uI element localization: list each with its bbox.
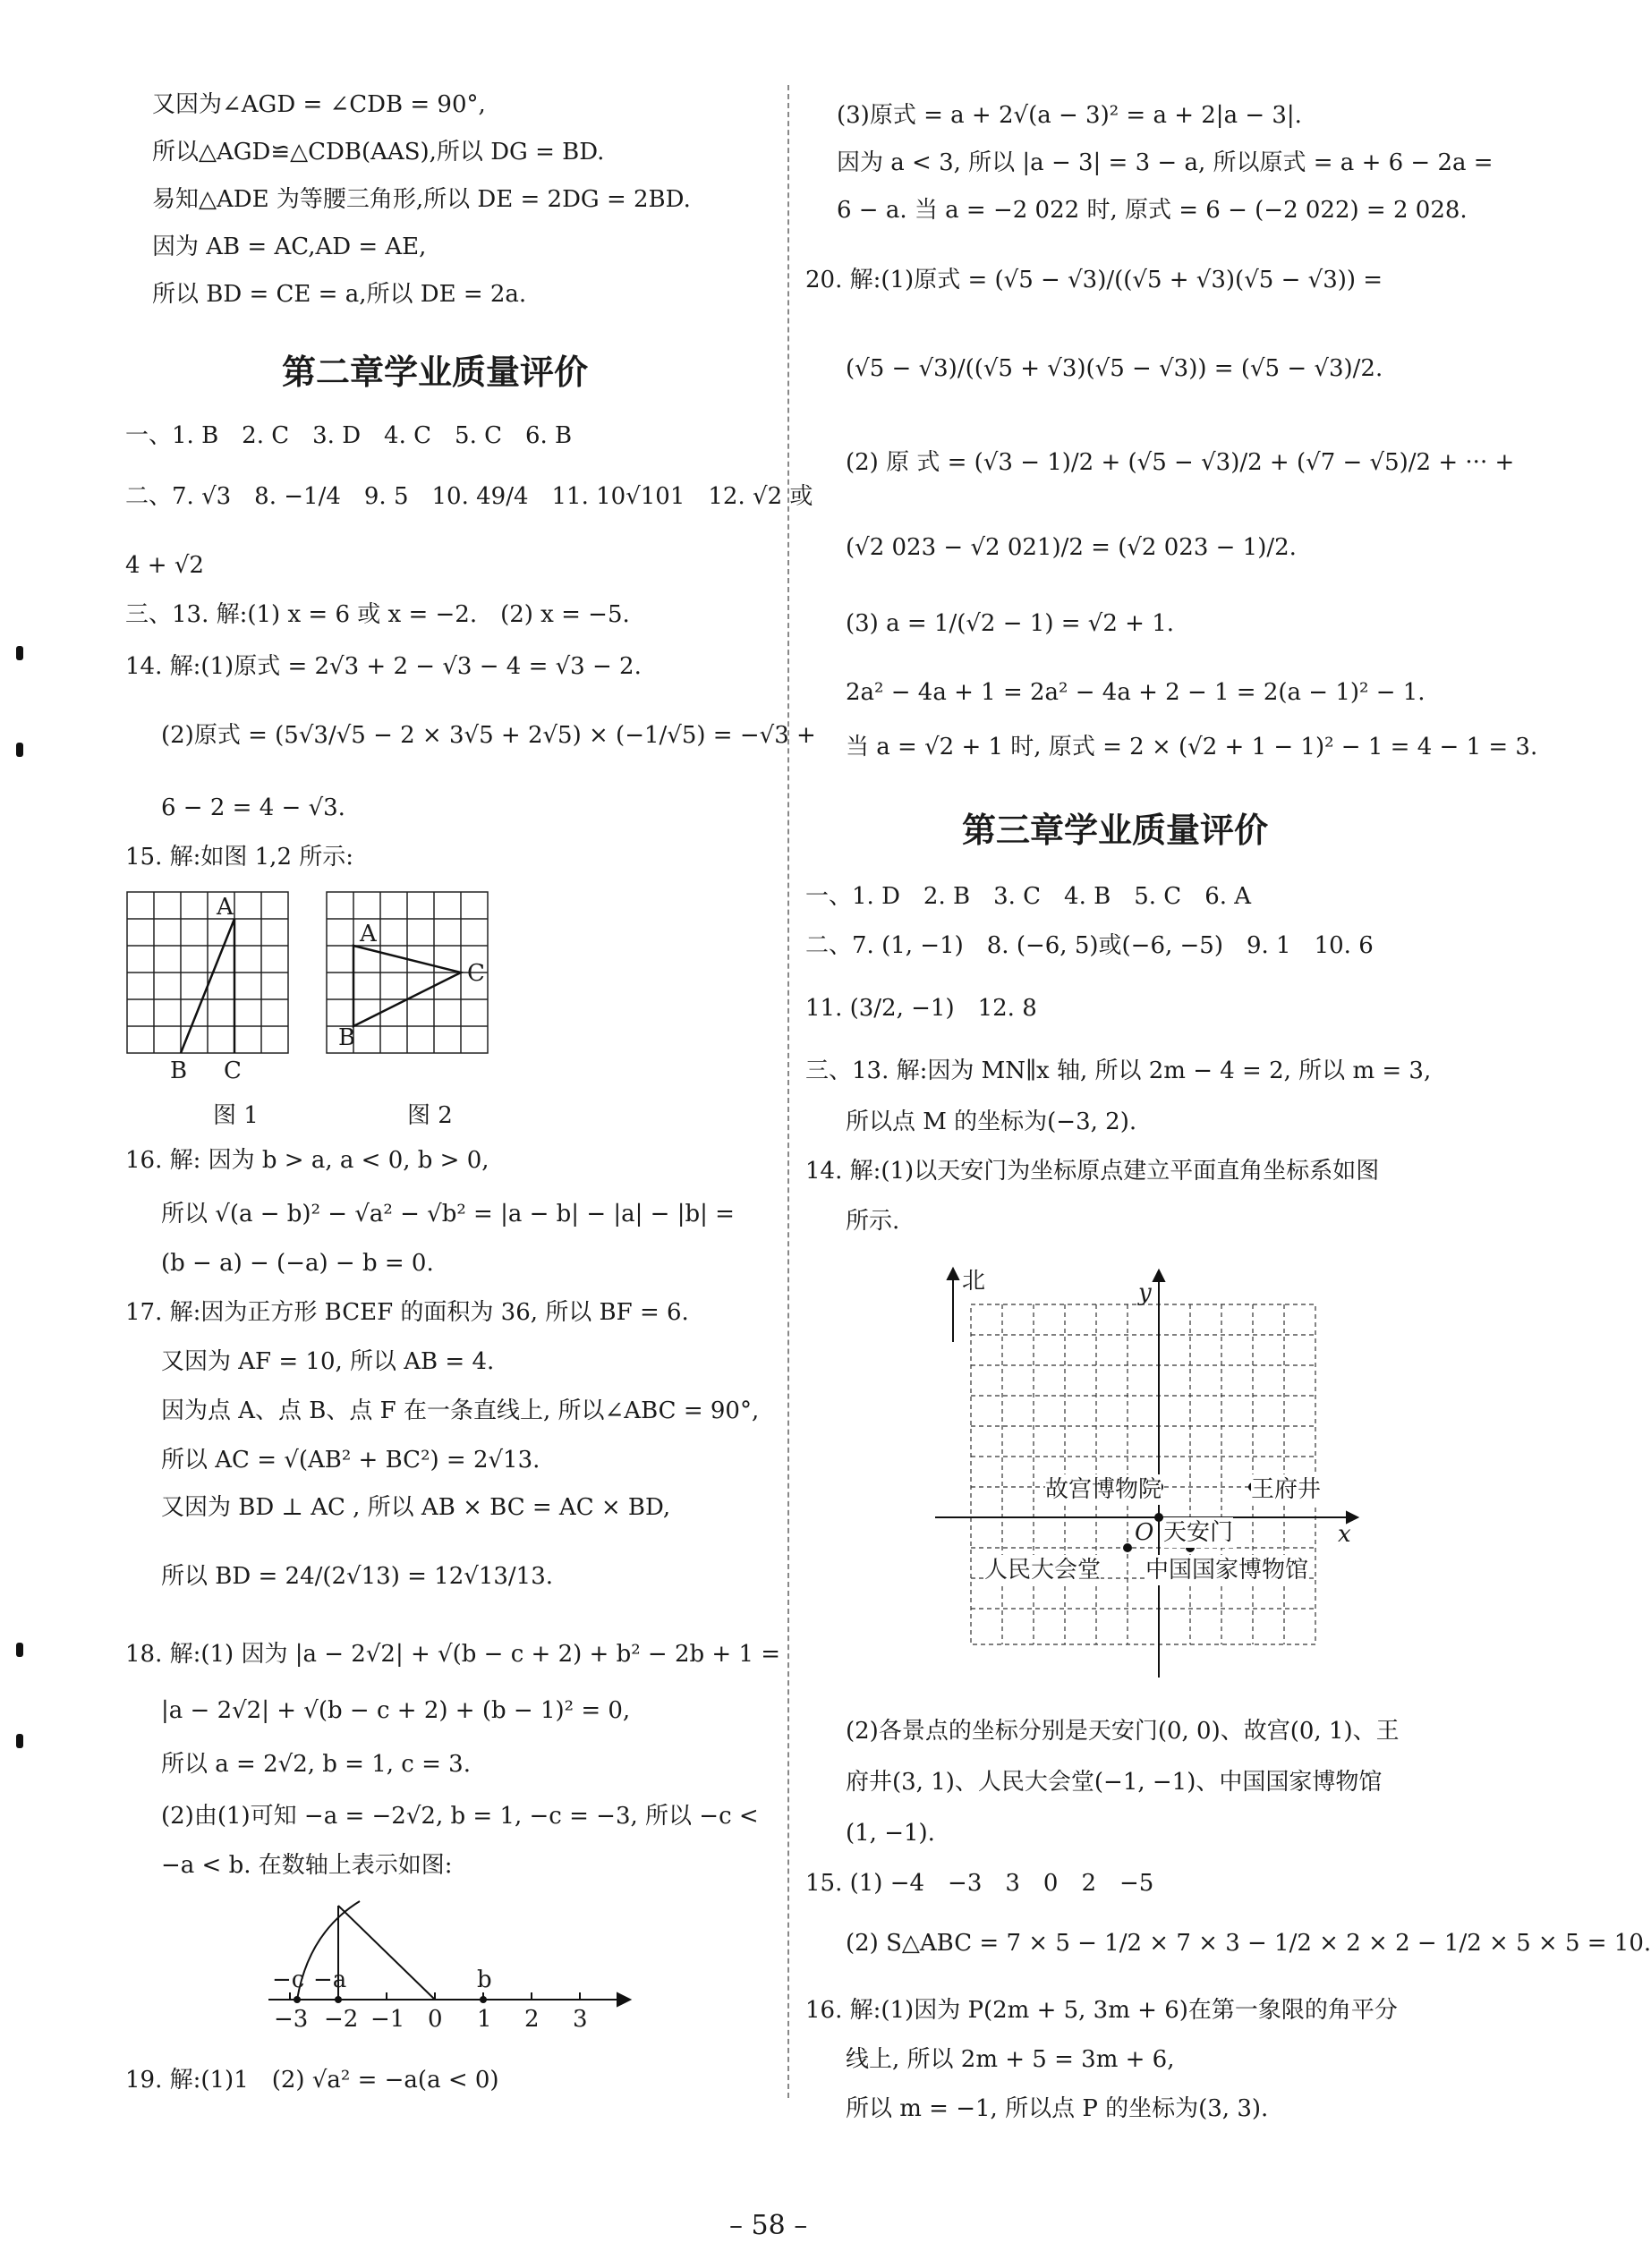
origin-label: O <box>1135 1519 1154 1546</box>
figure-caption: 图 1 <box>213 1102 259 1129</box>
section-title: 第二章学业质量评价 <box>282 353 589 392</box>
solution-line: (b − a) − (−a) − b = 0. <box>161 1250 434 1277</box>
point-label-c: C <box>467 960 485 987</box>
solution-line: 16. 解: 因为 b > a, a < 0, b > 0, <box>125 1147 489 1174</box>
point-label-b: B <box>338 1024 356 1051</box>
text-line: 6 − a. 当 a = −2 022 时, 原式 = 6 − (−2 022) = 2 028. <box>837 197 1468 224</box>
answer-line: 所以点 M 的坐标为(−3, 2). <box>846 1109 1137 1135</box>
solution-line: |a − 2√2| + √(b − c + 2) + (b − 1)² = 0, <box>161 1697 631 1724</box>
tick-label: 0 <box>428 2006 443 2033</box>
place-label: 天安门 <box>1163 1519 1234 1546</box>
solution-line: 所以 BD = 24/(2√13) = 12√13/13. <box>161 1563 554 1590</box>
text-line: 线上, 所以 2m + 5 = 3m + 6, <box>846 2046 1175 2073</box>
place-label: 中国国家博物馆 <box>1145 1557 1309 1584</box>
scan-mark <box>16 646 23 660</box>
text-line: 所以 BD = CE = a,所以 DE = 2a. <box>152 281 527 308</box>
solution-line: 又因为 AF = 10, 所以 AB = 4. <box>161 1348 495 1375</box>
answer-line: 4 + √2 <box>125 552 204 579</box>
place-label: 王府井 <box>1251 1476 1322 1503</box>
number-line <box>260 1897 635 2040</box>
solution-line: 19. 解:(1)1 (2) √a² = −a(a < 0) <box>125 2067 499 2094</box>
tick-label: 2 <box>524 2006 540 2033</box>
text-line: (2) S△ABC = 7 × 5 − 1/2 × 7 × 3 − 1/2 × 2 × 2 − 1/2 × 5 × 5 = 10. <box>846 1930 1651 1957</box>
y-axis-label: y <box>1138 1279 1152 1306</box>
text-line: (1, −1). <box>846 1820 935 1847</box>
place-label: 人民大会堂 <box>984 1557 1102 1584</box>
tick-label: −3 <box>274 2006 309 2033</box>
tick-label: 1 <box>477 2006 492 2033</box>
point-label-neg-a: −a <box>313 1966 347 1993</box>
answer-line: 6 − 2 = 4 − √3. <box>161 794 345 821</box>
text-line: 20. 解:(1)原式 = (√5 − √3)/((√5 + √3)(√5 − √3)) = <box>805 267 1383 293</box>
point-label-c: C <box>224 1058 242 1084</box>
answer-line: 三、13. 解:(1) x = 6 或 x = −2. (2) x = −5. <box>125 601 630 628</box>
point-label-b: B <box>170 1058 188 1084</box>
answer-line: 14. 解:(1)原式 = 2√3 + 2 − √3 − 4 = √3 − 2. <box>125 653 642 680</box>
grid-figures <box>125 890 519 1096</box>
solution-line: 所以 a = 2√2, b = 1, c = 3. <box>161 1751 471 1778</box>
solution-line: −a < b. 在数轴上表示如图: <box>161 1852 453 1879</box>
text-line: 2a² − 4a + 1 = 2a² − 4a + 2 − 1 = 2(a − 1)² − 1. <box>846 679 1425 706</box>
solution-line: 又因为 BD ⊥ AC , 所以 AB × BC = AC × BD, <box>161 1494 671 1521</box>
text-line: 当 a = √2 + 1 时, 原式 = 2 × (√2 + 1 − 1)² − 1 = 4 − 1 = 3. <box>846 734 1538 760</box>
text-line: 所以△AGD≌△CDB(AAS),所以 DG = BD. <box>152 139 605 166</box>
section-title: 第三章学业质量评价 <box>962 811 1269 850</box>
text-line: 15. (1) −4 −3 3 0 2 −5 <box>805 1870 1154 1897</box>
text-line: 又因为∠AGD = ∠CDB = 90°, <box>152 91 486 118</box>
text-line: (√5 − √3)/((√5 + √3)(√5 − √3)) = (√5 − √3)/2. <box>846 355 1383 382</box>
solution-line: 因为点 A、点 B、点 F 在一条直线上, 所以∠ABC = 90°, <box>161 1397 760 1424</box>
solution-line: 所以 AC = √(AB² + BC²) = 2√13. <box>161 1447 540 1474</box>
text-line: (√2 023 − √2 021)/2 = (√2 023 − 1)/2. <box>846 534 1297 561</box>
answer-line: 14. 解:(1)以天安门为坐标原点建立平面直角坐标系如图 <box>805 1158 1380 1185</box>
place-label: 故宫博物院 <box>1045 1476 1162 1503</box>
answer-line: (2)原式 = (5√3/√5 − 2 × 3√5 + 2√5) × (−1/√5) = −√3 + <box>161 722 816 749</box>
text-line: (2) 原 式 = (√3 − 1)/2 + (√5 − √3)/2 + (√7 − √5)/2 + ··· + <box>846 449 1515 476</box>
x-axis-label: x <box>1338 1521 1351 1548</box>
text-line: 16. 解:(1)因为 P(2m + 5, 3m + 6)在第一象限的角平分 <box>805 1997 1398 2024</box>
solution-line: 17. 解:因为正方形 BCEF 的面积为 36, 所以 BF = 6. <box>125 1299 689 1326</box>
column-divider <box>787 85 789 2098</box>
point-label-b: b <box>477 1966 492 1993</box>
text-line: (3)原式 = a + 2√(a − 3)² = a + 2|a − 3|. <box>837 102 1302 129</box>
text-line: (2)各景点的坐标分别是天安门(0, 0)、故宫(0, 1)、王 <box>846 1718 1400 1745</box>
point-label-a: A <box>360 921 377 947</box>
tick-label: −2 <box>324 2006 359 2033</box>
text-line: 所以 m = −1, 所以点 P 的坐标为(3, 3). <box>846 2095 1269 2122</box>
figure-caption: 图 2 <box>407 1102 453 1129</box>
north-label: 北 <box>962 1268 986 1295</box>
answer-line: 一、1. D 2. B 3. C 4. B 5. C 6. A <box>805 883 1252 910</box>
solution-line: (2)由(1)可知 −a = −2√2, b = 1, −c = −3, 所以 −c < <box>161 1803 759 1830</box>
solution-line: 所以 √(a − b)² − √a² − √b² = |a − b| − |a| − |b| = <box>161 1201 735 1227</box>
text-line: 府井(3, 1)、人民大会堂(−1, −1)、中国国家博物馆 <box>846 1769 1383 1796</box>
text-line: (3) a = 1/(√2 − 1) = √2 + 1. <box>846 610 1175 637</box>
tick-label: 3 <box>573 2006 588 2033</box>
point-label-a: A <box>217 894 234 921</box>
scan-mark <box>16 1734 23 1748</box>
solution-line: 18. 解:(1) 因为 |a − 2√2| + √(b − c + 2) + b² − 2b + 1 = <box>125 1641 781 1668</box>
text-line: 易知△ADE 为等腰三角形,所以 DE = 2DG = 2BD. <box>152 186 691 213</box>
answer-line: 二、7. √3 8. −1/4 9. 5 10. 49/4 11. 10√101 12. √2 或 <box>125 483 813 510</box>
tick-label: −1 <box>370 2006 405 2033</box>
text-line: 因为 a < 3, 所以 |a − 3| = 3 − a, 所以原式 = a + 6 − 2a = <box>837 149 1494 176</box>
page-number: – 58 – <box>729 2210 808 2241</box>
answer-line: 所示. <box>846 1208 900 1235</box>
point-label-neg-c: −c <box>272 1966 305 1993</box>
text-line: 因为 AB = AC,AD = AE, <box>152 234 427 260</box>
answer-line: 一、1. B 2. C 3. D 4. C 5. C 6. B <box>125 422 573 449</box>
coordinate-map <box>931 1261 1360 1691</box>
scan-mark <box>16 1643 23 1657</box>
answer-line: 二、7. (1, −1) 8. (−6, 5)或(−6, −5) 9. 1 10. 6 <box>805 932 1374 959</box>
answer-line: 三、13. 解:因为 MN∥x 轴, 所以 2m − 4 = 2, 所以 m = 3, <box>805 1058 1432 1084</box>
answer-line: 11. (3/2, −1) 12. 8 <box>805 995 1037 1022</box>
scan-mark <box>16 743 23 757</box>
answer-line: 15. 解:如图 1,2 所示: <box>125 844 354 871</box>
